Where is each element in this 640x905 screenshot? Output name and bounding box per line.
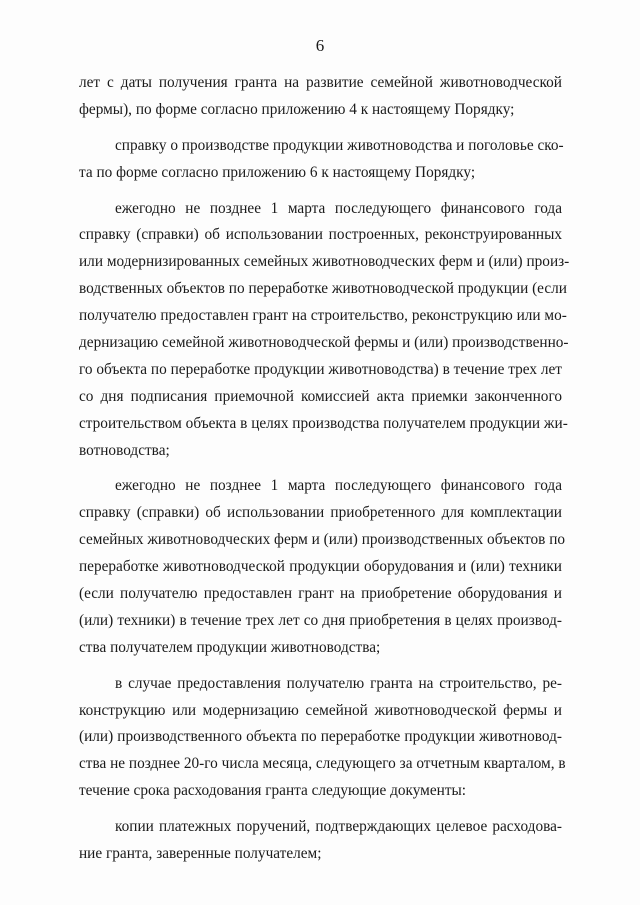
text-line: конструкцию или модернизацию семейной животноводческой фермы и — [79, 701, 562, 719]
text-line: ежегодно не позднее 1 марта последующего финансового года — [115, 199, 562, 217]
text-line: лет с даты получения гранта на развитие семейной животноводческой — [79, 74, 562, 91]
text-line: дернизацию семейной животноводческой фермы и (или) производственно- — [79, 334, 569, 352]
text-line: фермы), по форме согласно приложению 4 к настоящему Порядку; — [79, 100, 515, 118]
text-line: течение срока расходования гранта следующие документы: — [79, 782, 467, 800]
text-line: ства получателем продукции животноводства; — [79, 638, 381, 656]
text-line: (или) техники) в течение трех лет со дня приобретения в целях производ- — [79, 611, 562, 629]
text-line: или модернизированных семейных животноводческих ферм и (или) произ- — [79, 253, 570, 271]
paragraph — [79, 70, 562, 124]
text-line: го объекта по переработке продукции животноводства) в течение трех лет — [79, 360, 562, 378]
text-line: в случае предоставления получателю гранта на строительство, ре- — [115, 674, 562, 692]
paragraph — [79, 671, 566, 805]
text-line: ства не позднее 20-го числа месяца, следующего за отчетным кварталом, в — [79, 755, 566, 773]
text-line: ежегодно не позднее 1 марта последующего финансового года — [115, 477, 562, 495]
paragraph — [79, 196, 570, 465]
text-line: семейных животноводческих ферм и (или) производственных объектов по — [79, 531, 566, 549]
document-body — [79, 70, 570, 868]
text-line: копии платежных поручений, подтверждающих целевое расходова- — [115, 818, 562, 836]
paragraph — [79, 133, 562, 187]
text-line: со дня подписания приемочной комиссией акта приемки законченного — [79, 387, 562, 405]
paragraph — [79, 473, 566, 661]
text-line: (если получателю предоставлен грант на приобретение оборудования и — [79, 585, 562, 603]
text-line: получателю предоставлен грант на строительство, реконструкцию или мо- — [79, 307, 567, 325]
page-number: 6 — [315, 36, 325, 55]
text-line: переработке животноводческой продукции оборудования и (или) техники — [79, 558, 562, 576]
text-line: строительством объекта в целях производства получателем продукции жи- — [79, 414, 568, 432]
text-line: водственных объектов по переработке животноводческой продукции (если — [79, 280, 567, 298]
text-line: та по форме согласно приложению 6 к настоящему Порядку; — [79, 163, 476, 181]
text-line: справку о производстве продукции животноводства и поголовье ско- — [115, 136, 564, 154]
text-line: вотноводства; — [79, 441, 170, 459]
text-line: справку (справки) об использовании построенных, реконструированных — [79, 226, 562, 244]
paragraph — [79, 814, 562, 868]
text-line: (или) производственного объекта по переработке продукции животновод- — [79, 728, 562, 746]
text-line: ние гранта, заверенные получателем; — [79, 845, 322, 863]
text-line: справку (справки) об использовании приобретенного для комплектации — [79, 504, 562, 522]
